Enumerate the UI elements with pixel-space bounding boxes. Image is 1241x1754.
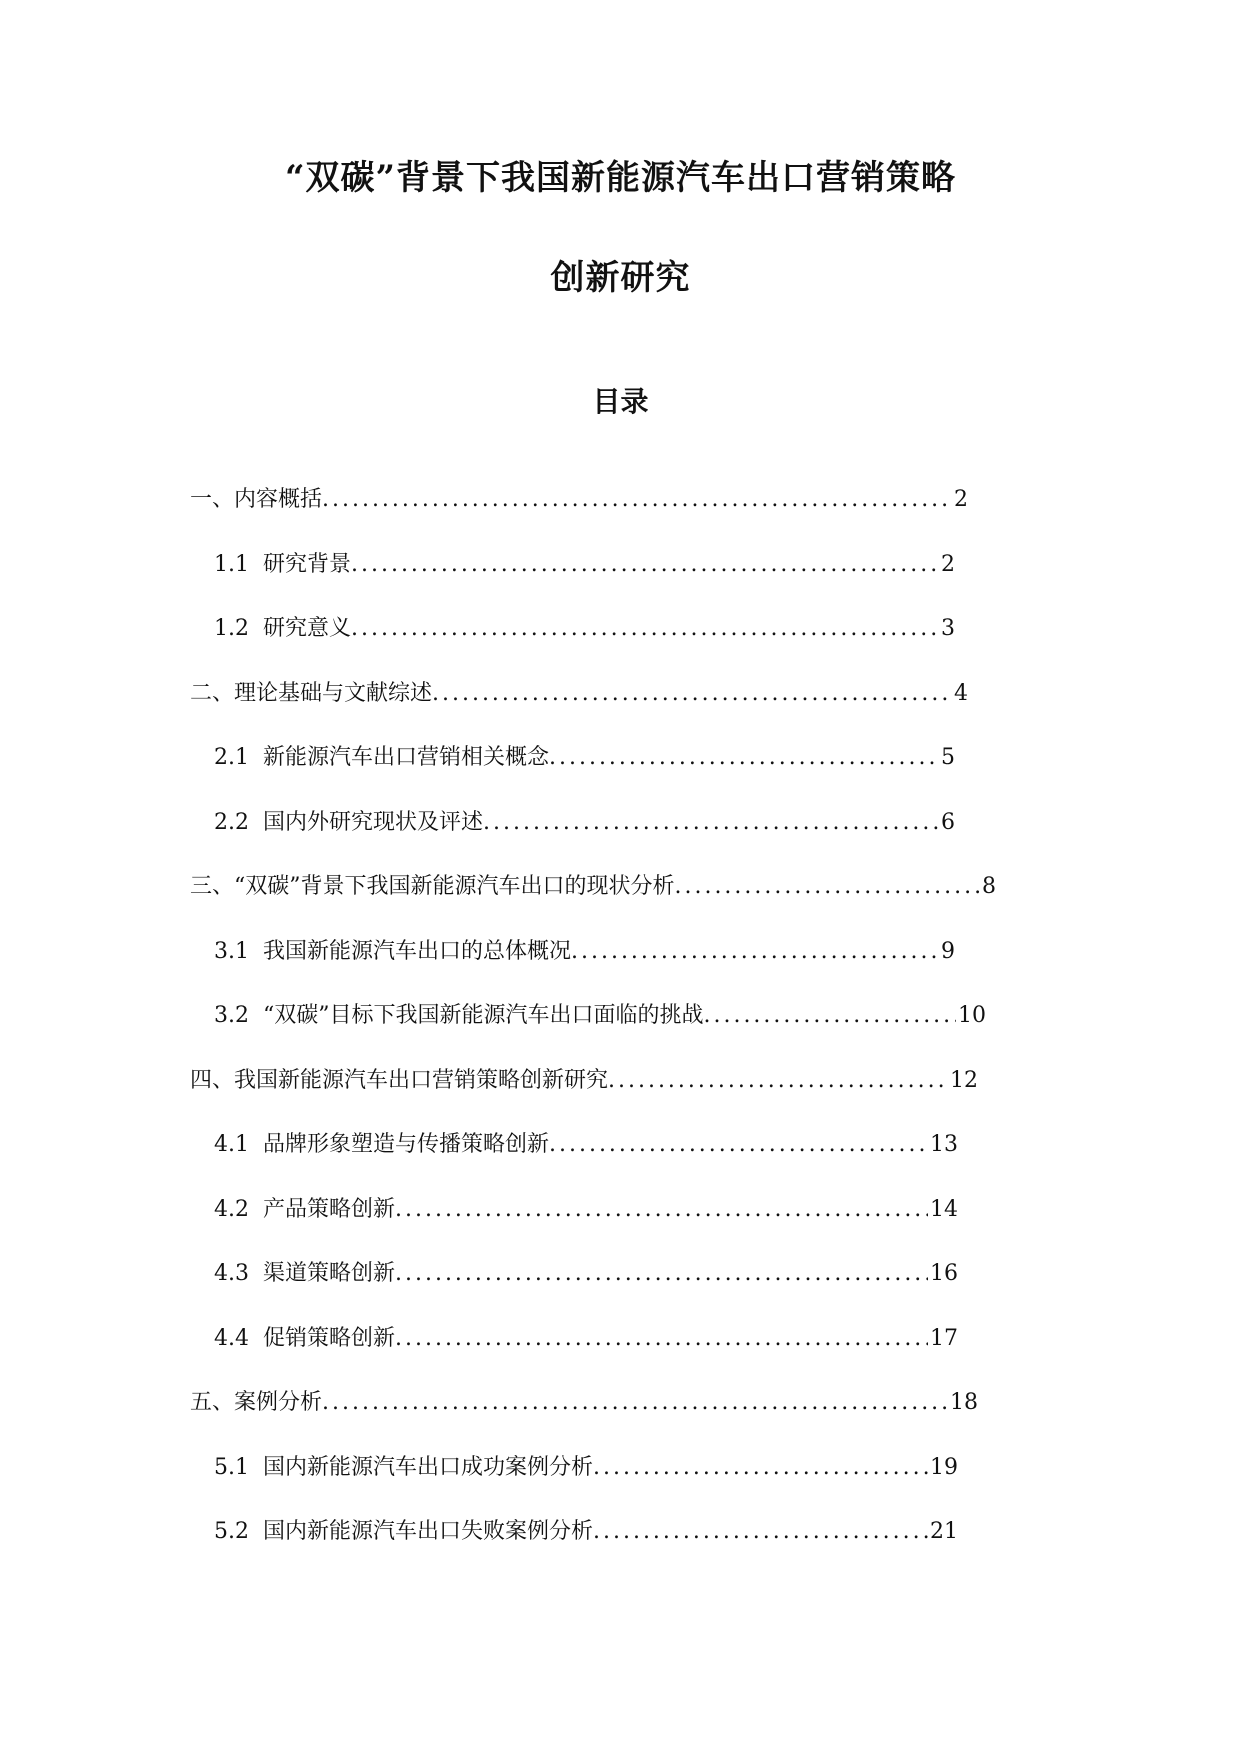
toc-entry-page-number: 2: [954, 487, 968, 512]
toc-entry[interactable]: [190, 1066, 978, 1096]
toc-dot-leader: [571, 937, 939, 967]
toc-entry-number: 1.2: [214, 616, 249, 641]
toc-entry-number: 5.1: [214, 1454, 249, 1480]
toc-entry-page-number: 14: [930, 1196, 958, 1222]
toc-entry-title: 国内新能源汽车出口失败案例分析: [263, 1519, 594, 1544]
toc-entry[interactable]: [214, 1259, 958, 1289]
toc-entry-title: 四、我国新能源汽车出口营销策略创新研究: [190, 1067, 609, 1093]
toc-dot-leader: [593, 1453, 928, 1483]
toc-entry-number: 4.2: [214, 1196, 249, 1222]
toc-entry-title: 二、理论基础与文献综述: [190, 680, 433, 706]
toc-dot-leader: [675, 872, 981, 902]
toc-entry-page-number: 16: [930, 1261, 958, 1286]
toc-entry-page-number: 4: [954, 680, 968, 706]
toc-entry-page-number: 5: [941, 745, 955, 770]
toc-entry[interactable]: [214, 1195, 958, 1225]
toc-entry-page-number: 18: [950, 1390, 978, 1415]
toc-entry-title: 国内外研究现状及评述: [263, 809, 484, 835]
document-title-line1: “双碳”背景下我国新能源汽车出口营销策略: [284, 158, 957, 198]
toc-entry[interactable]: [190, 679, 968, 709]
toc-dot-leader: [395, 1195, 928, 1225]
toc-dot-leader: [593, 1517, 928, 1547]
toc-dot-leader: [549, 743, 939, 773]
toc-entry-page-number: 19: [930, 1454, 958, 1480]
toc-entry-title: 国内新能源汽车出口成功案例分析: [263, 1454, 594, 1480]
toc-entry-title: 渠道策略创新: [263, 1261, 396, 1286]
toc-entry-title: 品牌形象塑造与传播策略创新: [263, 1132, 550, 1157]
toc-entry[interactable]: [214, 808, 955, 838]
toc-entry[interactable]: [214, 614, 955, 644]
toc-entry-title: “双碳”目标下我国新能源汽车出口面临的挑战: [263, 1003, 704, 1028]
toc-entry-title: 五、案例分析: [190, 1390, 323, 1415]
toc-entry-title: 新能源汽车出口营销相关概念: [263, 745, 550, 770]
toc-entry[interactable]: [214, 1517, 958, 1547]
toc-entry[interactable]: [190, 1388, 978, 1418]
toc-entry-page-number: 2: [941, 551, 955, 577]
toc-dot-leader: [432, 679, 952, 709]
toc-entry[interactable]: [214, 550, 955, 580]
toc-entry-page-number: 6: [941, 809, 955, 835]
toc-entry[interactable]: [214, 1130, 958, 1160]
toc-entry[interactable]: [214, 743, 955, 773]
toc-entry-page-number: 12: [950, 1067, 978, 1093]
toc-entry-number: 2.1: [214, 745, 249, 770]
toc-entry-page-number: 10: [958, 1003, 986, 1028]
toc-entry-title: 一、内容概括: [190, 487, 323, 512]
toc-heading: 目录: [592, 385, 649, 418]
toc-dot-leader: [704, 1001, 957, 1031]
toc-entry[interactable]: [214, 1324, 958, 1354]
toc-entry[interactable]: [190, 872, 996, 902]
toc-entry-page-number: 8: [982, 874, 996, 899]
toc-dot-leader: [395, 1324, 928, 1354]
toc-entry-number: 4.1: [214, 1132, 249, 1157]
toc-dot-leader: [351, 550, 939, 580]
toc-entry-title: 促销策略创新: [263, 1325, 396, 1351]
toc-entry-number: 4.4: [214, 1325, 249, 1351]
toc-entry-page-number: 21: [930, 1519, 958, 1544]
toc-entry[interactable]: [214, 1001, 986, 1031]
toc-dot-leader: [322, 485, 952, 515]
toc-entry-number: 5.2: [214, 1519, 249, 1544]
toc-dot-leader: [608, 1066, 948, 1096]
toc-entry-title: 我国新能源汽车出口的总体概况: [263, 938, 572, 964]
toc-entry-title: 研究背景: [263, 551, 352, 577]
toc-dot-leader: [351, 614, 939, 644]
toc-entry-page-number: 13: [930, 1132, 958, 1157]
toc-entry-page-number: 17: [930, 1325, 958, 1351]
toc-entry-page-number: 9: [941, 938, 955, 964]
toc-dot-leader: [549, 1130, 928, 1160]
toc-entry-number: 2.2: [214, 809, 249, 835]
toc-entry-title: 研究意义: [263, 616, 352, 641]
toc-entry-title: 产品策略创新: [263, 1196, 396, 1222]
toc-entry-number: 3.1: [214, 938, 249, 964]
toc-entry-number: 3.2: [214, 1003, 249, 1028]
toc-dot-leader: [395, 1259, 928, 1289]
toc-entry-title: 三、“双碳”背景下我国新能源汽车出口的现状分析: [190, 874, 675, 899]
toc-entry-number: 1.1: [214, 551, 249, 577]
toc-entry[interactable]: [190, 485, 968, 515]
document-title-line2: 创新研究: [550, 258, 691, 298]
toc-entry[interactable]: [214, 937, 955, 967]
toc-entry[interactable]: [214, 1453, 958, 1483]
toc-entry-number: 4.3: [214, 1261, 249, 1286]
toc-dot-leader: [322, 1388, 948, 1418]
toc-dot-leader: [483, 808, 939, 838]
toc-entry-page-number: 3: [941, 616, 955, 641]
